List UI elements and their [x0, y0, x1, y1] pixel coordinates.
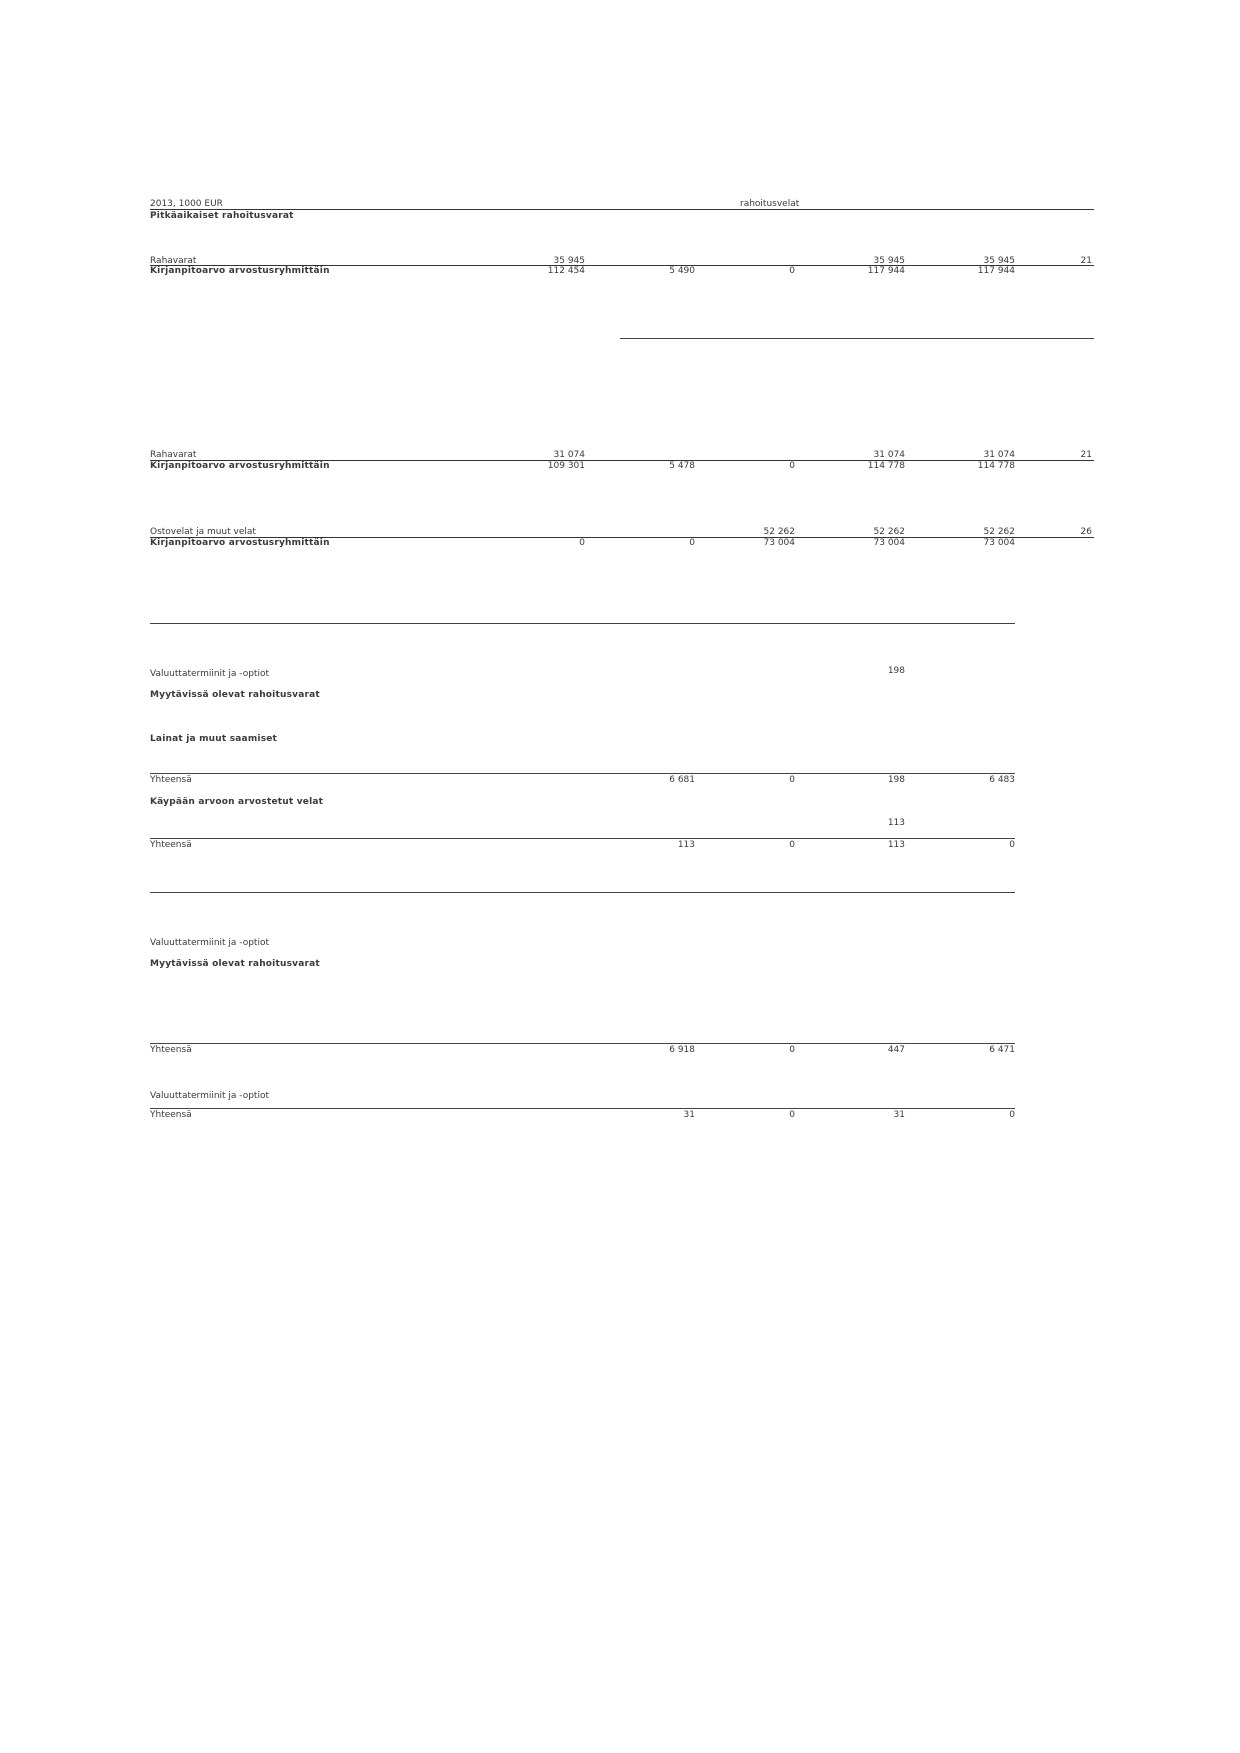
cell: 114 778: [977, 461, 1015, 471]
cell: 52 262: [983, 527, 1015, 537]
cell: 0: [789, 1045, 795, 1055]
cell: 0: [789, 775, 795, 785]
total-label: Yhteensä: [150, 840, 192, 850]
cell: 31: [683, 1110, 695, 1120]
total-rule: [150, 1043, 1015, 1044]
cell: 73 004: [763, 538, 795, 548]
cell: 0: [789, 461, 795, 471]
cell: 73 004: [983, 538, 1015, 548]
section-title: Pitkäaikaiset rahoitusvarat: [150, 211, 294, 221]
header-rule: [150, 209, 1094, 210]
cell: 31 074: [873, 450, 905, 460]
cell: 0: [789, 1110, 795, 1120]
cell: 198: [887, 666, 905, 676]
note-ref: 21: [1080, 256, 1092, 266]
cell: 31 074: [983, 450, 1015, 460]
cell: 35 945: [983, 256, 1015, 266]
cell: 73 004: [873, 538, 905, 548]
cell: 0: [689, 538, 695, 548]
cell: 0: [789, 266, 795, 276]
year-unit-label: 2013, 1000 EUR: [150, 199, 223, 209]
total-label: Yhteensä: [150, 1045, 192, 1055]
row-label: Valuuttatermiinit ja -optiot: [150, 669, 269, 679]
row-label: Valuuttatermiinit ja -optiot: [150, 1091, 269, 1101]
divider: [150, 892, 1015, 893]
total-label: Yhteensä: [150, 775, 192, 785]
cell: 117 944: [977, 266, 1015, 276]
row-label: Ostovelat ja muut velat: [150, 527, 256, 537]
total-rule: [150, 838, 1015, 839]
row-label: Rahavarat: [150, 256, 197, 266]
row-label: Valuuttatermiinit ja -optiot: [150, 938, 269, 948]
cell: 35 945: [873, 256, 905, 266]
cell: 35 945: [553, 256, 585, 266]
cell: 31 074: [553, 450, 585, 460]
cell: 114 778: [867, 461, 905, 471]
total-rule: [150, 773, 1015, 774]
cell: 109 301: [547, 461, 585, 471]
row-label: Myytävissä olevat rahoitusvarat: [150, 959, 320, 969]
cell: 0: [579, 538, 585, 548]
cell: 6 471: [989, 1045, 1015, 1055]
cell: 112 454: [547, 266, 585, 276]
cell: 113: [677, 840, 695, 850]
cell: 0: [789, 840, 795, 850]
row-label: Kirjanpitoarvo arvostusryhmittäin: [150, 538, 330, 548]
row-label: Lainat ja muut saamiset: [150, 734, 278, 744]
total-rule: [150, 1108, 1015, 1109]
cell: 113: [887, 818, 905, 828]
row-label: Kirjanpitoarvo arvostusryhmittäin: [150, 461, 330, 471]
cell: 113: [887, 840, 905, 850]
cell: 198: [887, 775, 905, 785]
divider: [620, 338, 1094, 339]
note-ref: 26: [1080, 527, 1092, 537]
cell: 0: [1009, 840, 1015, 850]
column-header: rahoitusvelat: [740, 199, 800, 209]
cell: 31: [893, 1110, 905, 1120]
divider: [150, 623, 1015, 624]
row-label: Rahavarat: [150, 450, 197, 460]
cell: 52 262: [873, 527, 905, 537]
cell: 447: [887, 1045, 905, 1055]
cell: 6 918: [669, 1045, 695, 1055]
cell: 6 483: [989, 775, 1015, 785]
row-label: Kirjanpitoarvo arvostusryhmittäin: [150, 266, 330, 276]
cell: 0: [1009, 1110, 1015, 1120]
cell: 117 944: [867, 266, 905, 276]
cell: 5 478: [669, 461, 695, 471]
cell: 5 490: [669, 266, 695, 276]
total-label: Yhteensä: [150, 1110, 192, 1120]
row-label: Käypään arvoon arvostetut velat: [150, 797, 324, 807]
cell: 6 681: [669, 775, 695, 785]
row-label: Myytävissä olevat rahoitusvarat: [150, 690, 320, 700]
cell: 52 262: [763, 527, 795, 537]
note-ref: 21: [1080, 450, 1092, 460]
